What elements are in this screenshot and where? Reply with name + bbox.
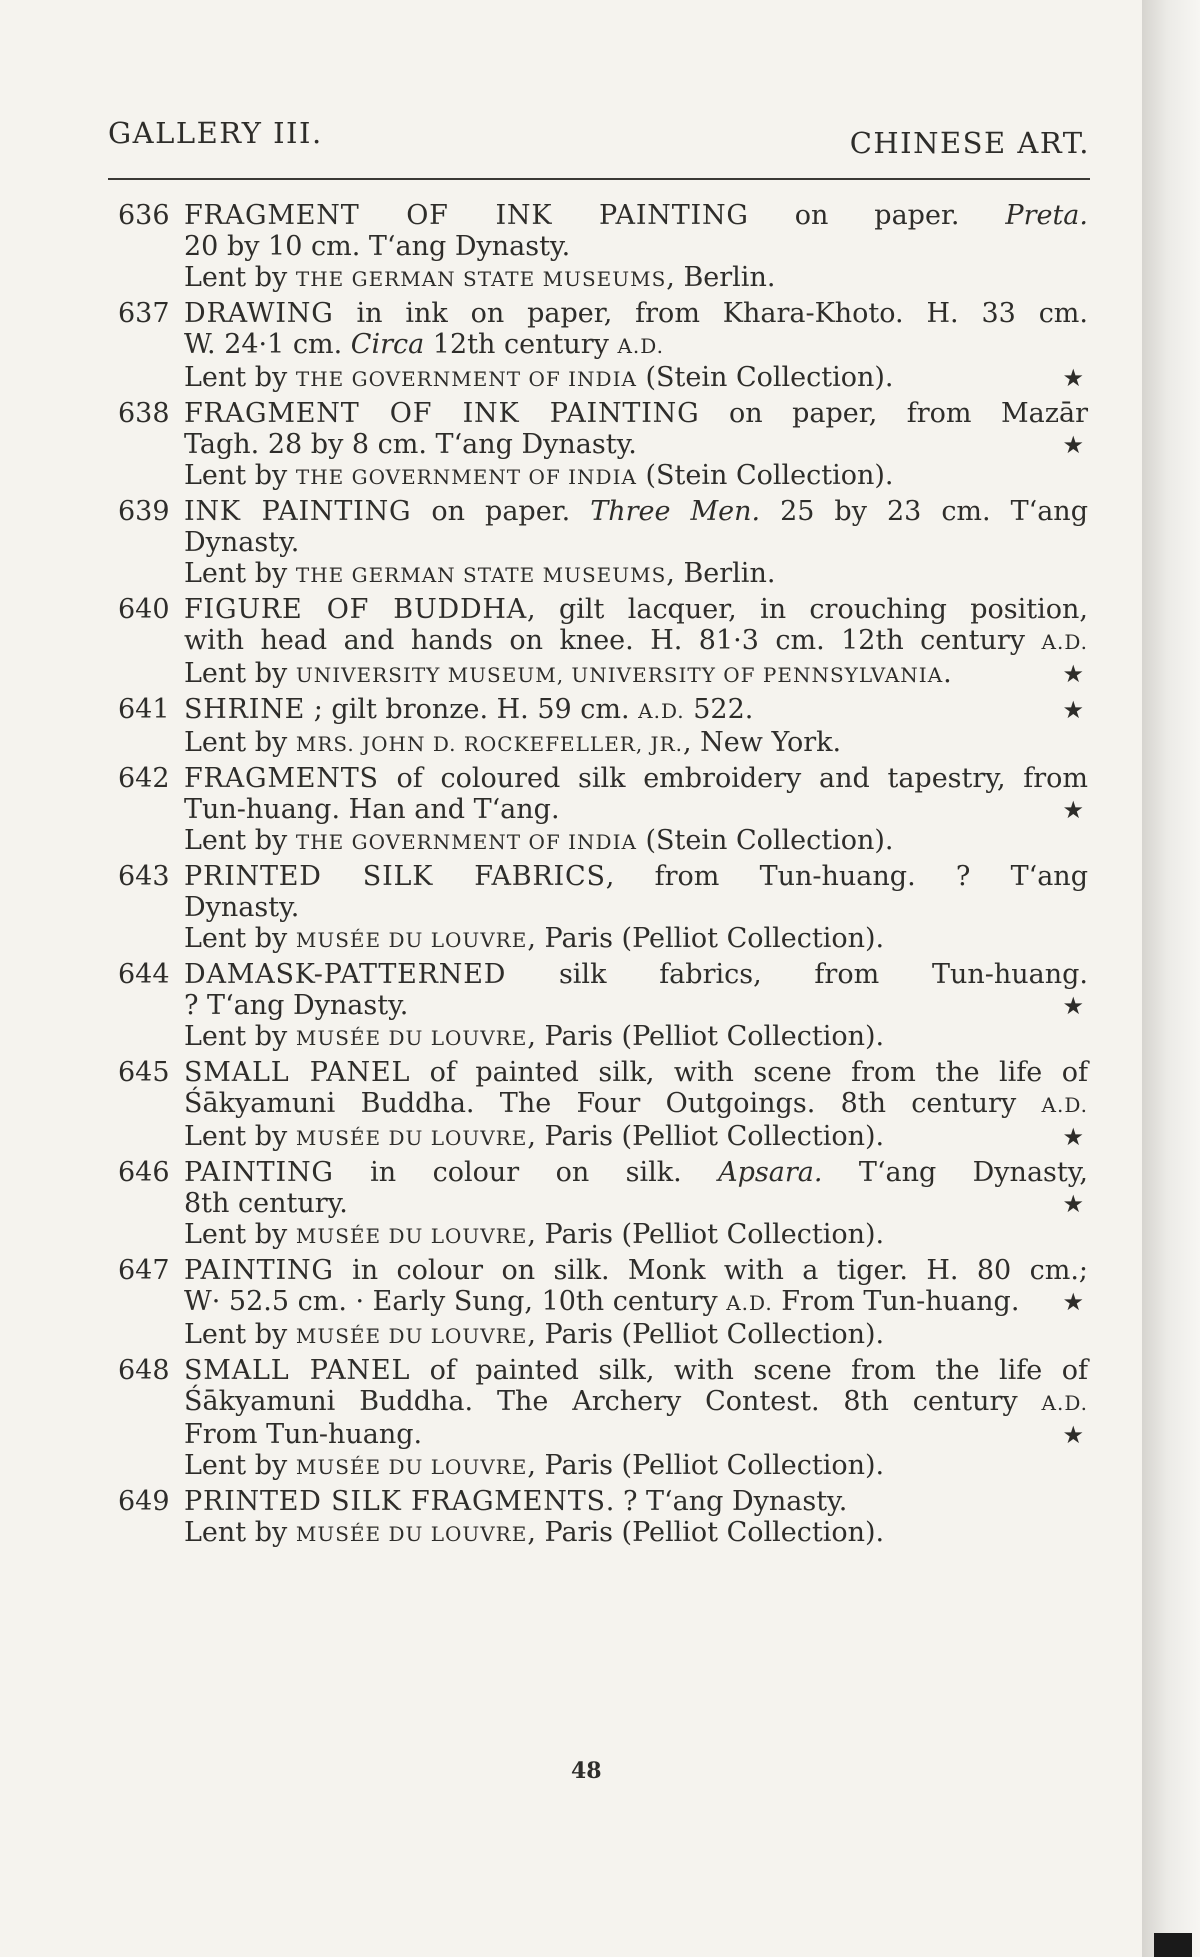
star-icon: ★	[1062, 1421, 1084, 1449]
star-icon: ★	[1062, 992, 1084, 1020]
entry-title: SMALL PANEL	[184, 1355, 411, 1386]
entry-line	[184, 1057, 1088, 1088]
entry-line	[184, 429, 1088, 460]
entry-title: FRAGMENT OF INK PAINTING	[184, 200, 749, 231]
lender-prefix: Lent by	[184, 658, 296, 689]
era-mark: A.D.	[1041, 1093, 1088, 1117]
entry-title: SMALL PANEL	[184, 1057, 411, 1088]
entry-number: 647	[118, 1255, 170, 1286]
star-icon: ★	[1062, 364, 1084, 392]
entry-line	[184, 694, 1088, 727]
entry-number: 648	[118, 1355, 170, 1386]
entry-number: 644	[118, 959, 170, 990]
entry-line	[184, 398, 1088, 429]
entry-line	[184, 1255, 1088, 1286]
page-number: 48	[571, 1758, 602, 1784]
entry-line: 20 by 10 cm. T‘ang Dynasty.	[184, 231, 571, 262]
entry-text: , from Tun-huang. ? T‘ang	[605, 861, 1088, 892]
entry-italic: Apsara.	[718, 1157, 823, 1188]
entry-line	[184, 1355, 1088, 1386]
entry-text: of painted silk, with scene from the life of	[410, 1057, 1088, 1088]
lender-line	[184, 362, 1088, 395]
lender-suffix: (Stein Collection).	[636, 460, 894, 491]
entry-645	[118, 1057, 1088, 1154]
entry-text: 25 by 23 cm. T‘ang	[760, 496, 1088, 527]
entry-number: 649	[118, 1486, 170, 1517]
entry-number: 639	[118, 496, 170, 527]
lender-name: THE GERMAN STATE MUSEUMS	[295, 267, 667, 291]
lender-name: THE GERMAN STATE MUSEUMS	[295, 563, 667, 587]
star-icon: ★	[1062, 796, 1084, 824]
entry-643	[118, 861, 1088, 956]
lender-line	[184, 1319, 1088, 1352]
entry-line	[184, 1419, 1088, 1450]
era-mark: A.D.	[638, 699, 685, 723]
entry-641	[118, 694, 1088, 760]
entry-line	[184, 496, 1088, 527]
entry-number: 640	[118, 594, 170, 625]
lender-line	[184, 1450, 1088, 1483]
entry-italic: Circa	[350, 329, 425, 360]
entry-text: silk fabrics, from Tun-huang.	[506, 959, 1088, 990]
lender-prefix: Lent by	[184, 1219, 296, 1250]
lender-suffix: , Paris (Pelliot Collection).	[527, 1219, 885, 1250]
lender-prefix: Lent by	[184, 460, 296, 491]
entry-637	[118, 298, 1088, 395]
entry-text: Śākyamuni Buddha. The Archery Contest. 8th century	[184, 1386, 1042, 1417]
lender-prefix: Lent by	[184, 558, 296, 589]
entry-line	[184, 794, 1088, 825]
entry-title: PAINTING	[184, 1255, 334, 1286]
lender-prefix: Lent by	[184, 262, 296, 293]
entry-text: , gilt lacquer, in crouching position,	[527, 594, 1089, 625]
entry-text: Śākyamuni Buddha. The Four Outgoings. 8th century	[184, 1088, 1042, 1119]
entry-text: on paper.	[748, 200, 1006, 231]
entry-text: W. 24·1 cm.	[184, 329, 351, 360]
era-mark: A.D.	[1041, 630, 1088, 654]
lender-prefix: Lent by	[184, 1450, 296, 1481]
lender-prefix: Lent by	[184, 1319, 296, 1350]
lender-name: MUSÉE DU LOUVRE	[295, 1026, 528, 1050]
gallery-heading: GALLERY III.	[108, 116, 323, 150]
lender-prefix: Lent by	[184, 1121, 296, 1152]
entry-text: of coloured silk embroidery and tapestry, from	[378, 763, 1088, 794]
entry-text: on paper.	[411, 496, 591, 527]
lender-prefix: Lent by	[184, 727, 296, 758]
lender-line	[184, 1219, 1088, 1252]
lender-line	[184, 825, 1088, 858]
lender-line	[184, 727, 1088, 760]
lender-prefix: Lent by	[184, 362, 296, 393]
entry-text: on paper, from Mazār	[699, 398, 1088, 429]
entry-text: Tagh. 28 by 8 cm. T‘ang Dynasty.	[184, 429, 637, 460]
entry-line	[184, 861, 1088, 892]
entry-line	[184, 763, 1088, 794]
entry-number: 637	[118, 298, 170, 329]
entry-number: 645	[118, 1057, 170, 1088]
entry-649	[118, 1486, 1088, 1550]
entry-text: From Tun-huang.	[184, 1419, 423, 1450]
entry-text: ; gilt bronze. H. 59 cm.	[305, 694, 639, 725]
star-icon: ★	[1062, 696, 1084, 724]
entry-line	[184, 1386, 1088, 1419]
lender-prefix: Lent by	[184, 1517, 296, 1548]
entry-number: 636	[118, 200, 170, 231]
entry-text: From Tun-huang.	[772, 1286, 1020, 1317]
lender-suffix: (Stein Collection).	[636, 362, 894, 393]
entry-text: 12th century	[424, 329, 618, 360]
lender-suffix: , Paris (Pelliot Collection).	[527, 1021, 885, 1052]
entry-number: 643	[118, 861, 170, 892]
entry-text: with head and hands on knee. H. 81·3 cm. 12th century	[184, 625, 1042, 656]
entry-line	[184, 329, 1088, 362]
entry-text: in colour on silk.	[333, 1157, 719, 1188]
entry-text: 522.	[684, 694, 754, 725]
entry-line	[184, 200, 1088, 231]
entry-line	[184, 1157, 1088, 1188]
entry-text: in colour on silk. Monk with a tiger. H. 80 cm.;	[333, 1255, 1088, 1286]
entry-text: 8th century.	[184, 1188, 348, 1219]
running-head	[108, 116, 1090, 160]
entry-text: Tun-huang. Han and T‘ang.	[184, 794, 560, 825]
entry-number: 638	[118, 398, 170, 429]
entry-line	[184, 1188, 1088, 1219]
entry-title: PRINTED SILK FRAGMENTS	[184, 1486, 606, 1517]
lender-name: MUSÉE DU LOUVRE	[295, 1126, 528, 1150]
gutter-shadow	[1154, 1933, 1192, 1957]
entry-title: PRINTED SILK FABRICS	[184, 861, 606, 892]
entry-line	[184, 959, 1088, 990]
entry-647	[118, 1255, 1088, 1352]
entry-title: DRAWING	[184, 298, 334, 329]
lender-name: THE GOVERNMENT OF INDIA	[295, 367, 637, 391]
entry-italic: Preta.	[1005, 200, 1088, 231]
lender-suffix: , Berlin.	[666, 262, 776, 293]
lender-suffix: , Paris (Pelliot Collection).	[527, 1121, 885, 1152]
lender-name: MUSÉE DU LOUVRE	[295, 1522, 528, 1546]
entry-line	[184, 594, 1088, 625]
star-icon: ★	[1062, 1288, 1084, 1316]
lender-line	[184, 923, 1088, 956]
entry-number: 641	[118, 694, 170, 725]
entry-text: T‘ang Dynasty,	[822, 1157, 1089, 1188]
star-icon: ★	[1062, 660, 1084, 688]
entry-italic: Three Men.	[590, 496, 761, 527]
lender-line	[184, 460, 1088, 493]
lender-suffix: .	[943, 658, 952, 689]
entry-title: INK PAINTING	[184, 496, 412, 527]
lender-line	[184, 262, 1088, 295]
entry-639	[118, 496, 1088, 591]
entry-646	[118, 1157, 1088, 1252]
lender-suffix: , Berlin.	[666, 558, 776, 589]
entry-644	[118, 959, 1088, 1054]
lender-name: THE GOVERNMENT OF INDIA	[295, 830, 637, 854]
entry-line	[184, 1486, 1088, 1517]
lender-prefix: Lent by	[184, 825, 296, 856]
entry-636	[118, 200, 1088, 295]
header-rule	[108, 178, 1090, 180]
lender-name: UNIVERSITY MUSEUM, UNIVERSITY OF PENNSYLVANIA	[295, 663, 944, 687]
entry-title: FIGURE OF BUDDHA	[184, 594, 528, 625]
lender-line	[184, 658, 1088, 691]
lender-suffix: , Paris (Pelliot Collection).	[527, 1517, 885, 1548]
entry-642	[118, 763, 1088, 858]
lender-prefix: Lent by	[184, 1021, 296, 1052]
lender-suffix: (Stein Collection).	[636, 825, 894, 856]
lender-name: MUSÉE DU LOUVRE	[295, 1324, 528, 1348]
entry-line	[184, 1286, 1088, 1319]
star-icon: ★	[1062, 431, 1084, 459]
entry-640	[118, 594, 1088, 691]
entry-number: 646	[118, 1157, 170, 1188]
entry-638	[118, 398, 1088, 493]
lender-line	[184, 1121, 1088, 1154]
entry-title: PAINTING	[184, 1157, 334, 1188]
entry-title: FRAGMENT OF INK PAINTING	[184, 398, 700, 429]
lender-line	[184, 558, 1088, 591]
lender-name: MUSÉE DU LOUVRE	[295, 1224, 528, 1248]
entry-text: ? T‘ang Dynasty.	[184, 990, 409, 1021]
lender-suffix: , New York.	[683, 727, 842, 758]
entry-648	[118, 1355, 1088, 1483]
lender-name: MUSÉE DU LOUVRE	[295, 928, 528, 952]
entry-line	[184, 1088, 1088, 1121]
section-heading: CHINESE ART.	[849, 126, 1090, 160]
entry-list	[118, 200, 1088, 1553]
lender-line	[184, 1517, 1088, 1550]
era-mark: A.D.	[1041, 1391, 1088, 1415]
lender-name: MRS. JOHN D. ROCKEFELLER, JR.	[295, 732, 683, 756]
entry-line: Dynasty.	[184, 892, 300, 923]
book-gutter	[1142, 0, 1200, 1957]
entry-text: W· 52.5 cm. · Early Sung, 10th century	[184, 1286, 727, 1317]
era-mark: A.D.	[726, 1291, 773, 1315]
entry-text: of painted silk, with scene from the life of	[410, 1355, 1088, 1386]
entry-text: . ? T‘ang Dynasty.	[605, 1486, 848, 1517]
entry-line	[184, 990, 1088, 1021]
lender-suffix: , Paris (Pelliot Collection).	[527, 1319, 885, 1350]
entry-text: in ink on paper, from Khara-Khoto. H. 33 cm.	[333, 298, 1088, 329]
star-icon: ★	[1062, 1123, 1084, 1151]
entry-title: DAMASK-PATTERNED	[184, 959, 507, 990]
lender-name: THE GOVERNMENT OF INDIA	[295, 465, 637, 489]
lender-suffix: , Paris (Pelliot Collection).	[527, 923, 885, 954]
lender-name: MUSÉE DU LOUVRE	[295, 1455, 528, 1479]
entry-number: 642	[118, 763, 170, 794]
entry-title: SHRINE	[184, 694, 306, 725]
entry-line	[184, 298, 1088, 329]
era-mark: A.D.	[617, 334, 664, 358]
entry-title: FRAGMENTS	[184, 763, 379, 794]
lender-line	[184, 1021, 1088, 1054]
entry-line: Dynasty.	[184, 527, 300, 558]
lender-suffix: , Paris (Pelliot Collection).	[527, 1450, 885, 1481]
star-icon: ★	[1062, 1190, 1084, 1218]
lender-prefix: Lent by	[184, 923, 296, 954]
entry-line	[184, 625, 1088, 658]
